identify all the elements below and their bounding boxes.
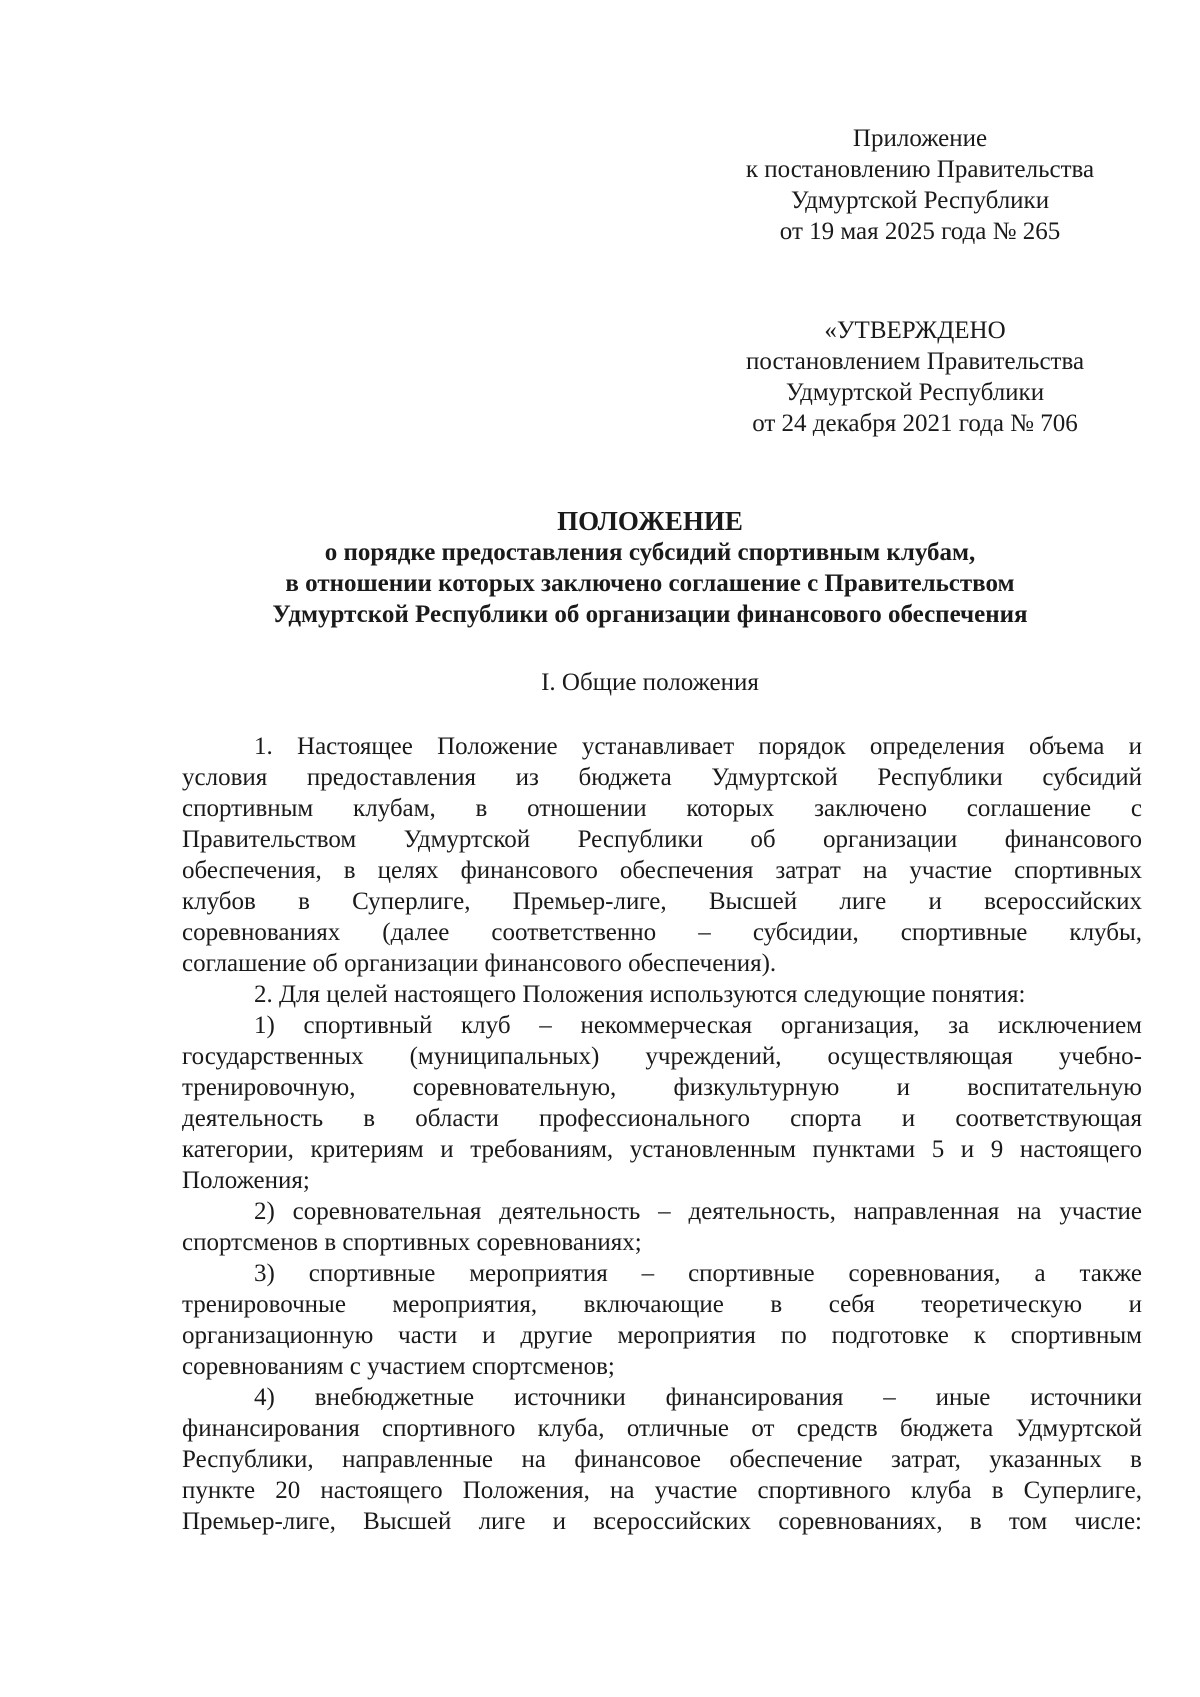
title-line: Удмуртской Республики об организации финансового обеспечения bbox=[272, 601, 1028, 628]
title-line: в отношении которых заключено соглашение с Правительством bbox=[285, 570, 1015, 597]
paragraph-line: 1. Настоящее Положение устанавливает порядок определения объема и bbox=[254, 733, 1142, 760]
document-heading: ПОЛОЖЕНИЕ bbox=[557, 506, 743, 536]
approval-line: «УТВЕРЖДЕНО bbox=[824, 317, 1006, 344]
paragraph-line: 2) соревновательная деятельность – деятельность, направленная на участие bbox=[254, 1198, 1142, 1225]
paragraph-line: 3) спортивные мероприятия – спортивные соревнования, а также bbox=[254, 1260, 1142, 1287]
paragraph-line: клубов в Суперлиге, Премьер-лиге, Высшей лиге и всероссийских bbox=[182, 888, 1142, 915]
paragraph-line: тренировочную, соревновательную, физкультурную и воспитательную bbox=[182, 1074, 1142, 1101]
paragraph-line: спортсменов в спортивных соревнованиях; bbox=[182, 1229, 642, 1256]
paragraph-line: Премьер-лиге, Высшей лиге и всероссийских соревнованиях, в том числе: bbox=[182, 1508, 1142, 1535]
paragraph-line: пункте 20 настоящего Положения, на участие спортивного клуба в Суперлиге, bbox=[182, 1477, 1142, 1504]
approval-line: постановлением Правительства bbox=[745, 348, 1085, 375]
paragraph-line: соглашение об организации финансового обеспечения). bbox=[182, 950, 777, 977]
paragraph-line: соревнованиям с участием спортсменов; bbox=[182, 1353, 615, 1380]
section-heading: I. Общие положения bbox=[541, 669, 759, 696]
paragraph-line: деятельность в области профессионального спорта и соответствующая bbox=[182, 1105, 1142, 1132]
paragraph-line: 1) спортивный клуб – некоммерческая организация, за исключением bbox=[254, 1012, 1142, 1039]
paragraph-line: Правительством Удмуртской Республики об организации финансового bbox=[182, 826, 1142, 853]
paragraph-line: Республики, направленные на финансовое обеспечение затрат, указанных в bbox=[182, 1446, 1142, 1473]
appendix-line: к постановлению Правительства bbox=[745, 156, 1095, 183]
paragraph-line: 2. Для целей настоящего Положения используются следующие понятия: bbox=[254, 981, 1026, 1008]
appendix-line: от 19 мая 2025 года № 265 bbox=[779, 218, 1061, 245]
appendix-line: Удмуртской Республики bbox=[790, 187, 1050, 214]
paragraph-line: тренировочные мероприятия, включающие в себя теоретическую и bbox=[182, 1291, 1142, 1318]
paragraph-line: организационную части и другие мероприятия по подготовке к спортивным bbox=[182, 1322, 1142, 1349]
paragraph-line: спортивным клубам, в отношении которых заключено соглашение с bbox=[182, 795, 1142, 822]
paragraph-line: условия предоставления из бюджета Удмуртской Республики субсидий bbox=[182, 764, 1142, 791]
approval-line: Удмуртской Республики bbox=[785, 379, 1045, 406]
paragraph-line: Положения; bbox=[182, 1167, 310, 1194]
body-text bbox=[182, 731, 1142, 1537]
document-title bbox=[170, 506, 1130, 630]
paragraph-line: категории, критериям и требованиям, установленным пунктами 5 и 9 настоящего bbox=[182, 1136, 1142, 1163]
appendix-block bbox=[720, 123, 1120, 247]
paragraph-line: 4) внебюджетные источники финансирования – иные источники bbox=[254, 1384, 1142, 1411]
paragraph-line: финансирования спортивного клуба, отличные от средств бюджета Удмуртской bbox=[182, 1415, 1142, 1442]
title-line: о порядке предоставления субсидий спортивным клубам, bbox=[324, 539, 976, 566]
paragraph-line: государственных (муниципальных) учреждений, осуществляющая учебно- bbox=[182, 1043, 1142, 1070]
approval-stamp-block bbox=[720, 315, 1110, 439]
appendix-line: Приложение bbox=[852, 125, 988, 152]
approval-line: от 24 декабря 2021 года № 706 bbox=[752, 410, 1078, 437]
paragraph-line: соревнованиях (далее соответственно – субсидии, спортивные клубы, bbox=[182, 919, 1142, 946]
paragraph-line: обеспечения, в целях финансового обеспечения затрат на участие спортивных bbox=[182, 857, 1142, 884]
